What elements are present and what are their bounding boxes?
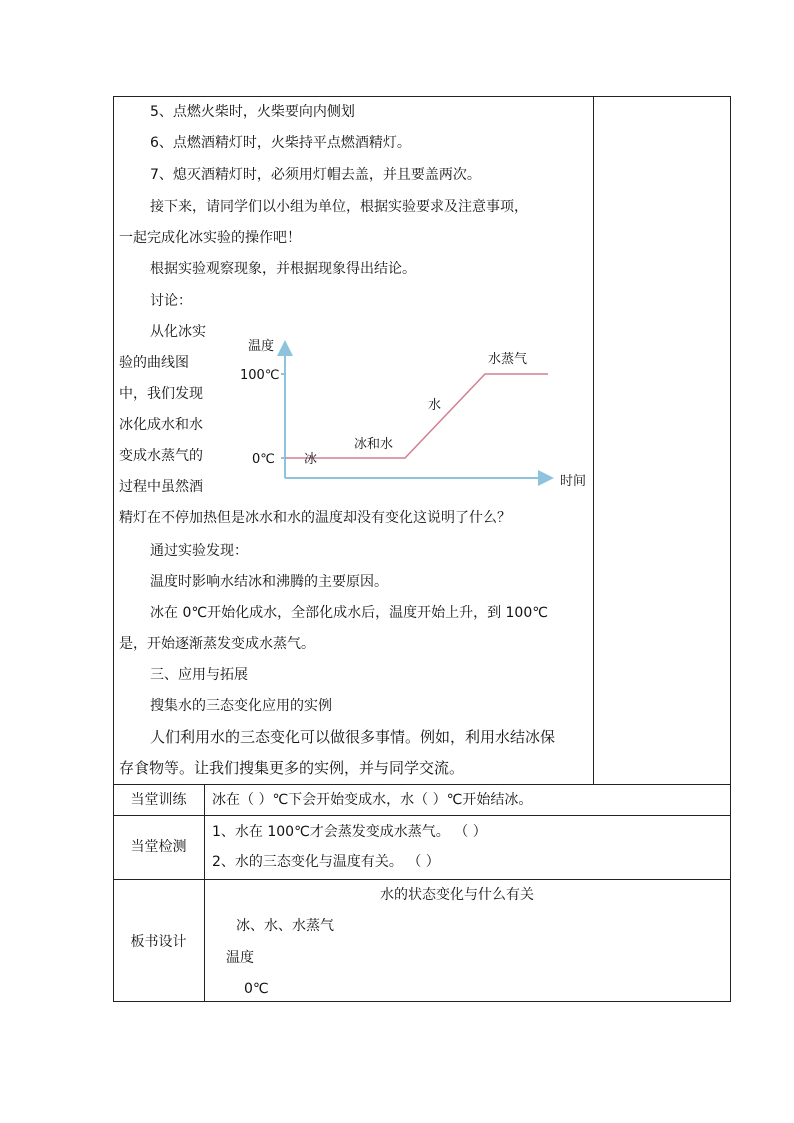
discussion-tail: 精灯在不停加热但是冰水和水的温度却没有变化这说明了什么？: [119, 510, 511, 526]
label-column-divider: [204, 784, 205, 1002]
step-6: 6、点燃酒精灯时，火柴持平点燃酒精灯。: [150, 135, 411, 151]
collect-title: 搜集水的三态变化应用的实例: [150, 698, 332, 714]
step-7: 7、熄灭酒精灯时，必须用灯帽去盖，并且要盖两次。: [150, 167, 481, 183]
x-axis-label: 时间: [560, 474, 587, 489]
check-item-1: 1、水在 100℃才会蒸发变成水蒸气。 （ ）: [212, 824, 487, 840]
row-divider-3: [113, 879, 731, 880]
label-water: 水: [428, 398, 442, 413]
discussion-wrap-5: 变成水蒸气的: [119, 448, 203, 464]
tick-label-100: 100℃: [240, 368, 280, 383]
discovery-2a: 冰在 0℃开始化成水，全部化成水后，温度开始上升，到 100℃: [150, 605, 548, 621]
label-ice: 冰: [304, 452, 318, 467]
discussion-heading: 讨论：: [150, 293, 192, 309]
board-line-zero: 0℃: [244, 981, 269, 997]
instruction-line-1: 接下来，请同学们以小组为单位，根据实验要求及注意事项，: [150, 199, 528, 215]
training-content: 冰在（ ）℃下会开始变成水，水（ ）℃开始结冰。: [212, 792, 533, 808]
discovery-title: 通过实验发现：: [150, 543, 248, 559]
label-board: 板书设计: [130, 934, 187, 950]
label-training: 当堂训练: [130, 792, 187, 808]
discussion-wrap-6: 过程中虽然酒: [119, 479, 203, 495]
discussion-wrap-2: 验的曲线图: [119, 355, 189, 371]
right-column-divider: [593, 96, 594, 784]
row-divider-2: [113, 815, 731, 816]
check-item-2: 2、水的三态变化与温度有关。 （ ）: [212, 854, 440, 870]
step-5: 5、点燃火柴时，火柴要向内侧划: [150, 104, 355, 120]
tick-label-0: 0℃: [252, 452, 275, 467]
board-line-states: 冰、水、水蒸气: [236, 918, 334, 934]
application-para-2: 存食物等。让我们搜集更多的实例，并与同学交流。: [119, 759, 465, 777]
temperature-curve: [285, 374, 548, 458]
row-divider-1: [113, 784, 731, 785]
label-steam: 水蒸气: [488, 352, 528, 367]
instruction-line-2: 一起完成化冰实验的操作吧！: [119, 230, 301, 246]
temperature-time-chart: [230, 332, 590, 492]
discussion-wrap-4: 冰化成水和水: [119, 417, 203, 433]
label-check: 当堂检测: [130, 839, 187, 855]
board-title: 水的状态变化与什么有关: [380, 887, 534, 903]
discussion-wrap-1: 从化冰实: [150, 324, 206, 340]
label-ice-water: 冰和水: [354, 437, 394, 452]
discussion-wrap-3: 中，我们发现: [119, 386, 203, 402]
discovery-1: 温度时影响水结冰和沸腾的主要原因。: [150, 574, 388, 590]
discovery-2b: 是，开始逐渐蒸发变成水蒸气。: [119, 636, 315, 652]
application-para-1: 人们利用水的三态变化可以做很多事情。例如，利用水结冰保: [150, 728, 556, 746]
section-3-title: 三、应用与拓展: [150, 667, 248, 683]
observe-line: 根据实验观察现象，并根据现象得出结论。: [150, 261, 416, 277]
board-line-temperature: 温度: [226, 950, 254, 966]
y-axis-label: 温度: [248, 339, 275, 354]
